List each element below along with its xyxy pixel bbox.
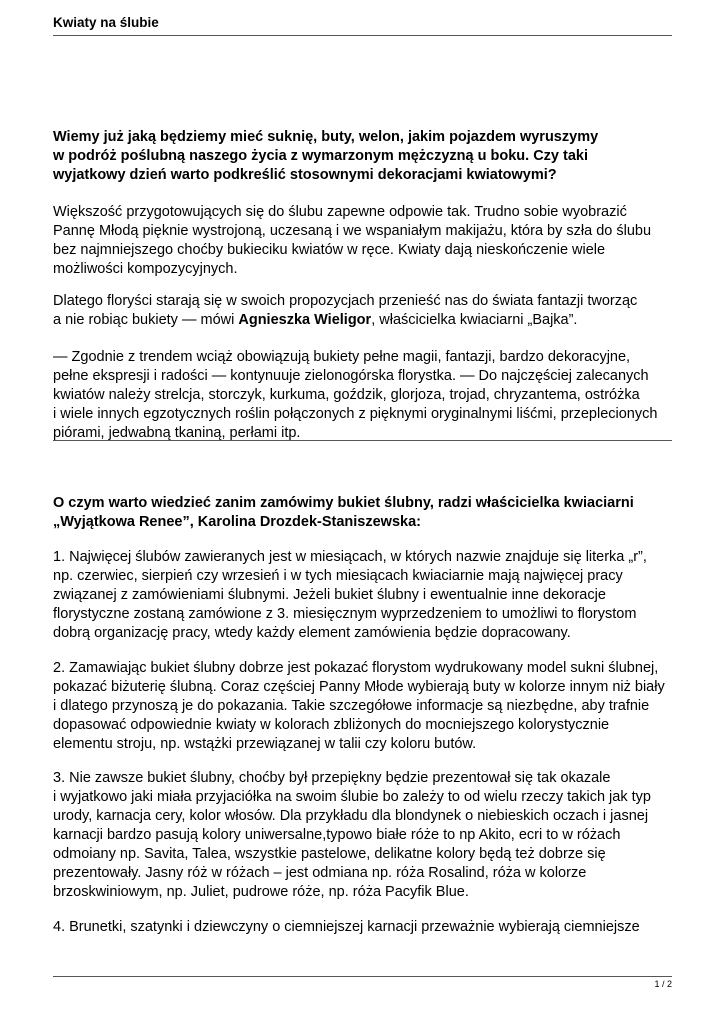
advice-item-2: 2. Zamawiając bukiet ślubny dobrze jest pokazać florystom wydrukowany model sukni ślubnej, pokazać biżuterię ślubną. Coraz częściej Panny Młode wybierają buty w kolorze innym niż biały i dlatego przynoszą je do pokazania. Takie szczegółowe informacje są niezbędne, aby trafnie dopasować odpowiednie kwiaty w kolorach zbliżonych do mocniejszego kolorystycznie elementu stroju, np. wstążki przewiązanej w talii czy koloru butów. [53, 660, 665, 752]
footer-divider [53, 976, 672, 977]
intro-paragraph-3: — Zgodnie z trendem wciąż obowiązują bukiety pełne magii, fantazji, bardzo dekoracyjne, pełne ekspresji i radości — kontynuuje zielonogórska florystka. — Do najczęściej zalecanych kwiatów należy strelcja, storczyk, kurkuma, goździk, glorjoza, trojad, chryzantema, ostróżka i wiele innych egzotycznych roślin połączonych z pięknymi oryginalnymi liśćmi, przeplecionych piórami, jedwabną tkaniną, perłami itp. [53, 349, 658, 441]
advice-item-4: 4. Brunetki, szatynki i dziewczyny o ciemniejszej karnacji przeważnie wybierają ciemniejsze [53, 919, 640, 935]
intro-lead: Wiemy już jaką będziemy mieć suknię, buty, welon, jakim pojazdem wyruszymy w podróż poślubną naszego życia z wymarzonym mężczyzną u boku. Czy taki wyjatkowy dzień warto podkreślić stosownymi dekoracjami kwiatowymi? [53, 129, 599, 183]
advice-heading: O czym warto wiedzieć zanim zamówimy bukiet ślubny, radzi właścicielka kwiaciarni „Wyjątkowa Renee”, Karolina Drozdek-Staniszewska: [53, 495, 634, 530]
intro-paragraph-2-text-start: Dlatego floryści starają się w swoich propozycjach przenieść nas do świata fantazji tworząc a nie robiąc bukiety — mówi [53, 293, 638, 328]
intro-paragraph-1: Większość przygotowujących się do ślubu zapewne odpowie tak. Trudno sobie wyobrazić Pannę Młodą pięknie wystrojoną, uczesaną i we wspaniałym makijażu, która by szła do ślubu bez najmniejszego choćby bukieciku kwiatów w ręce. Kwiaty dają nieskończenie wiele możliwości kompozycyjnych. [53, 204, 652, 277]
intro-paragraph-2 [53, 292, 693, 330]
interviewee-name: Agnieszka Wieligor [238, 312, 372, 328]
page-header-title: Kwiaty na ślubie [53, 15, 159, 30]
advice-item-3: 3. Nie zawsze bukiet ślubny, choćby był przepiękny będzie prezentował się tak okazale i wyjatkowo jaki miała przyjaciółka na swoim ślubie bo zależy to od wielu rzeczy takich jak typ urody, karnacja cery, kolor włosów. Dla przykładu dla blondynek o niebieskich oczach i jasnej karnacji bardzo pasują kolory uniwersalne,typowo białe róże to np Akito, ecri to w różach odmoiany np. Savita, Talea, wszystkie pastelowe, delikatne kolory będą też dobrze się prezentowały. Jasny róż w różach – jest odmiana np. róża Rosalind, róża w kolorze brzoskwiniowym, np. Juliet, pudrowe róże, np. róża Pacyfik Blue. [53, 770, 651, 900]
section-divider [53, 440, 672, 441]
advice-item-1: 1. Najwięcej ślubów zawieranych jest w miesiącach, w których nazwie znajduje się literka „r”, np. czerwiec, sierpień czy wrzesień i w tych miesiącach kwiaciarnie mają najwięcej pracy związanej z zamówieniami ślubnymi. Jeżeli bukiet ślubny i ewentualnie inne dekoracje florystyczne zostaną zamówione z 3. miesięcznym wyprzedzeniem to umożliwi to florystom dobrą organizację pracy, wtedy każdy element zamówienia będzie dopracowany. [53, 549, 647, 641]
page-number: 1 / 2 [654, 979, 672, 989]
intro-paragraph-2-text-end: , właścicielka kwiaciarni „Bajka”. [371, 312, 578, 328]
header-divider [53, 35, 672, 36]
